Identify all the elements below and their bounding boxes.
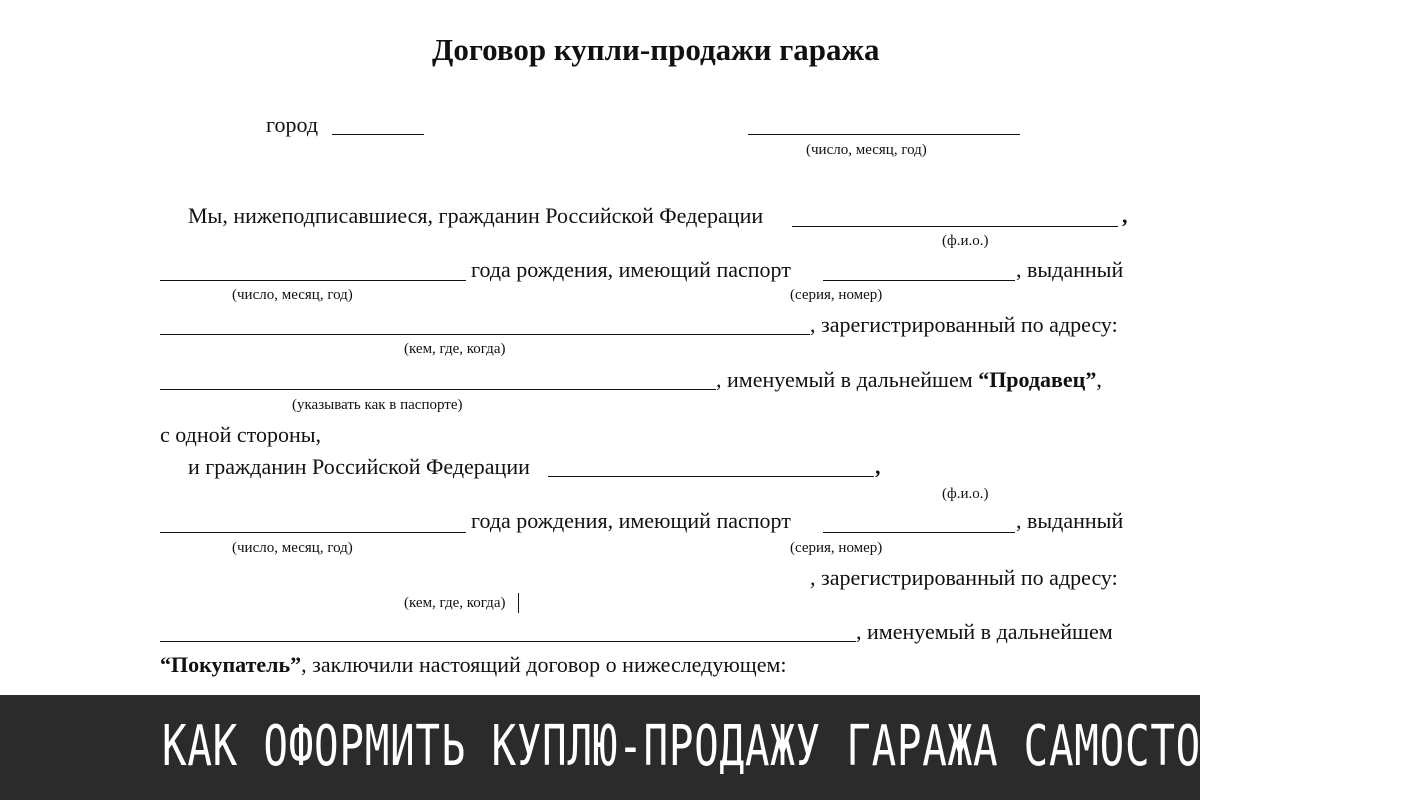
seller-fio-caption: (ф.и.о.) (942, 233, 989, 249)
city-label: город (266, 112, 319, 137)
buyer-passport-blank (823, 532, 1015, 533)
buyer-birth-caption: (число, месяц, год) (232, 540, 353, 556)
seller-birth-text: года рождения, имеющий паспорт (471, 257, 791, 282)
buyer-fio-comma: , (875, 454, 881, 479)
headline-text: КАК ОФОРМИТЬ КУПЛЮ-ПРОДАЖУ ГАРАЖА САМОСТОЯТЕЛЬНО? (162, 714, 1404, 779)
buyer-name-blank (160, 641, 856, 642)
buyer-issued-text: , выданный (1016, 508, 1124, 533)
buyer-fio-blank (548, 476, 874, 477)
document-title: Договор купли-продажи гаража (432, 32, 880, 67)
buyer-registered-text: , зарегистрированный по адресу: (810, 565, 1118, 590)
buyer-passport-caption: (серия, номер) (790, 540, 883, 556)
buyer-closing-text: , заключили настоящий договор о нижеследующем: (301, 652, 787, 677)
city-blank (332, 134, 424, 135)
seller-named-suffix: , (1096, 367, 1102, 392)
seller-intro: Мы, нижеподписавшиеся, гражданин Российской Федерации (188, 203, 764, 228)
buyer-closing-line (160, 654, 787, 676)
seller-name-blank (160, 389, 716, 390)
seller-name-caption: (указывать как в паспорте) (292, 397, 463, 413)
seller-fio-blank (792, 226, 1118, 227)
seller-registered-text: , зарегистрированный по адресу: (810, 312, 1118, 337)
seller-role: “Продавец” (978, 367, 1097, 392)
date-blank (748, 134, 1020, 135)
date-caption: (число, месяц, год) (806, 142, 927, 158)
headline-banner (0, 695, 1404, 800)
seller-birth-blank (160, 280, 466, 281)
seller-named-prefix: , именуемый в дальнейшем (716, 367, 973, 392)
seller-named-line (716, 369, 1102, 391)
seller-issued-text: , выданный (1016, 257, 1124, 282)
buyer-issuer-caption: (кем, где, когда) (404, 595, 506, 611)
seller-birth-caption: (число, месяц, год) (232, 287, 353, 303)
text-cursor (518, 593, 519, 613)
buyer-fio-caption: (ф.и.о.) (942, 486, 989, 502)
buyer-birth-blank (160, 532, 466, 533)
seller-passport-caption: (серия, номер) (790, 287, 883, 303)
seller-issuer-blank (160, 334, 810, 335)
seller-fio-comma: , (1122, 203, 1128, 228)
buyer-named-text: , именуемый в дальнейшем (856, 619, 1113, 644)
seller-passport-blank (823, 280, 1015, 281)
seller-side-text: с одной стороны, (160, 422, 322, 447)
buyer-role: “Покупатель” (160, 652, 302, 677)
buyer-intro: и гражданин Российской Федерации (188, 454, 530, 479)
seller-issuer-caption: (кем, где, когда) (404, 341, 506, 357)
buyer-birth-text: года рождения, имеющий паспорт (471, 508, 791, 533)
